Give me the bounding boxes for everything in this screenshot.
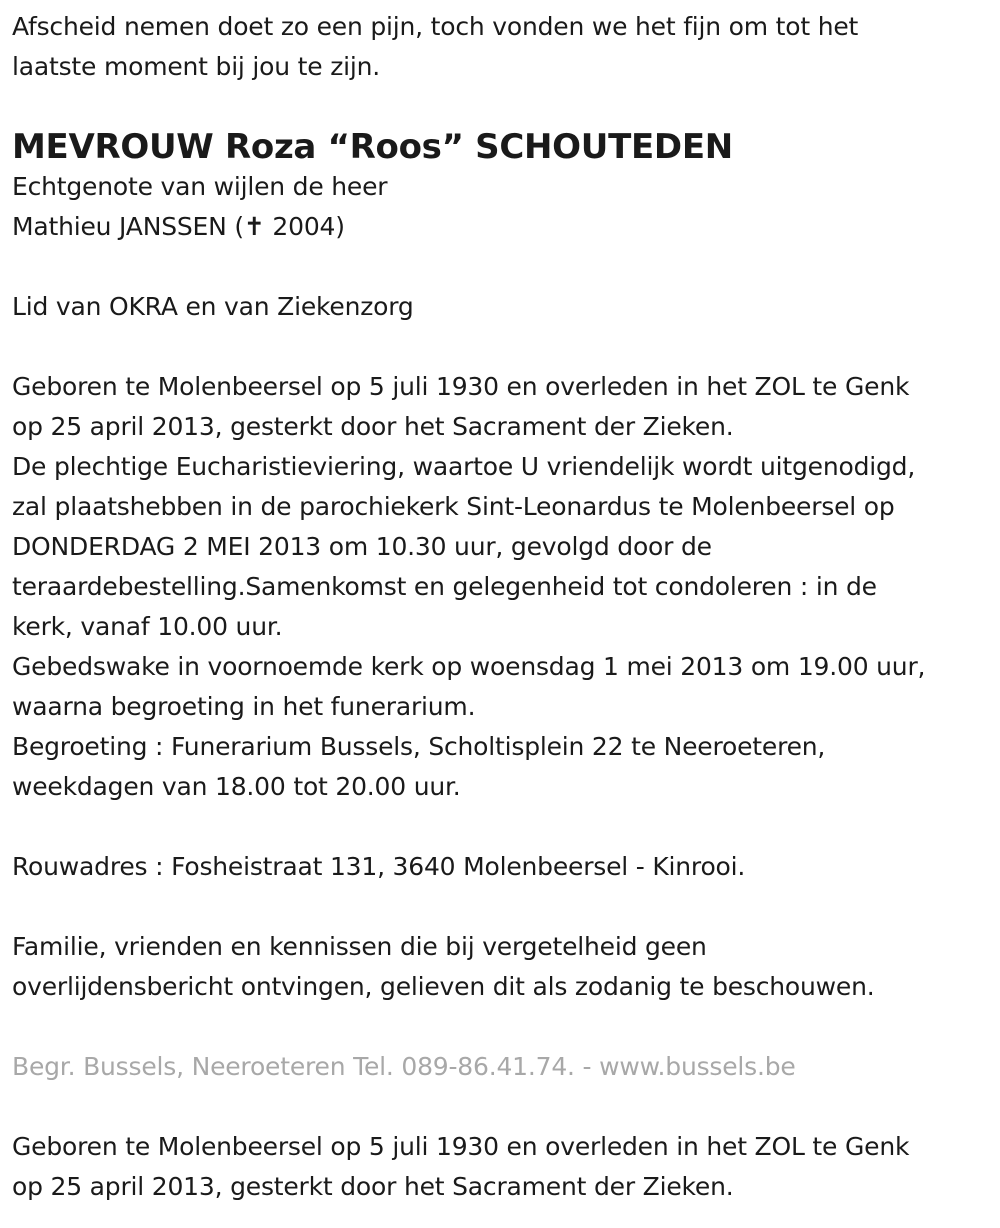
details-line: waarna begroeting in het funerarium. [12,692,476,721]
address-line: Rouwadres : Fosheistraat 131, 3640 Molenbeersel - Kinrooi. [12,852,746,881]
details-line: teraardebestelling.Samenkomst en gelegenheid tot condoleren : in de [12,572,877,601]
details-line: DONDERDAG 2 MEI 2013 om 10.30 uur, gevolgd door de [12,532,712,561]
intro-line-2: laatste moment bij jou te zijn. [12,52,380,81]
details-line: Geboren te Molenbeersel op 5 juli 1930 en overleden in het ZOL te Genk [12,372,910,401]
spacer [12,327,1000,367]
deceased-name: MEVROUW Roza “Roos” SCHOUTEDEN [12,127,733,167]
membership-line: Lid van OKRA en van Ziekenzorg [12,292,414,321]
notice-line-1: Familie, vrienden en kennissen die bij vergetelheid geen [12,932,707,961]
details-line: Gebedswake in voornoemde kerk op woensdag 1 mei 2013 om 19.00 uur, [12,652,926,681]
repeat-line-2: op 25 april 2013, gesterkt door het Sacrament der Zieken. [12,1172,734,1201]
details-line: op 25 april 2013, gesterkt door het Sacrament der Zieken. [12,412,734,441]
spacer [12,1087,1000,1127]
intro-line-1: Afscheid nemen doet zo een pijn, toch vonden we het fijn om tot het [12,12,859,41]
details-line: weekdagen van 18.00 tot 20.00 uur. [12,772,461,801]
spacer [12,247,1000,287]
spacer [12,807,1000,847]
details-line: Begroeting : Funerarium Bussels, Scholtisplein 22 te Neeroeteren, [12,732,826,761]
spacer [12,887,1000,927]
details-line: De plechtige Eucharistieviering, waartoe U vriendelijk wordt uitgenodigd, [12,452,916,481]
details-line: kerk, vanaf 10.00 uur. [12,612,283,641]
repeat-line-1: Geboren te Molenbeersel op 5 juli 1930 en overleden in het ZOL te Genk [12,1132,910,1161]
funeral-home-footer: Begr. Bussels, Neeroeteren Tel. 089-86.41.74. - www.bussels.be [12,1052,796,1081]
spouse-line-1: Echtgenote van wijlen de heer [12,172,388,201]
details-line: zal plaatshebben in de parochiekerk Sint-Leonardus te Molenbeersel op [12,492,895,521]
spouse-line-2: Mathieu JANSSEN (✝ 2004) [12,212,345,241]
spacer [12,1007,1000,1047]
notice-line-2: overlijdensbericht ontvingen, gelieven dit als zodanig te beschouwen. [12,972,875,1001]
